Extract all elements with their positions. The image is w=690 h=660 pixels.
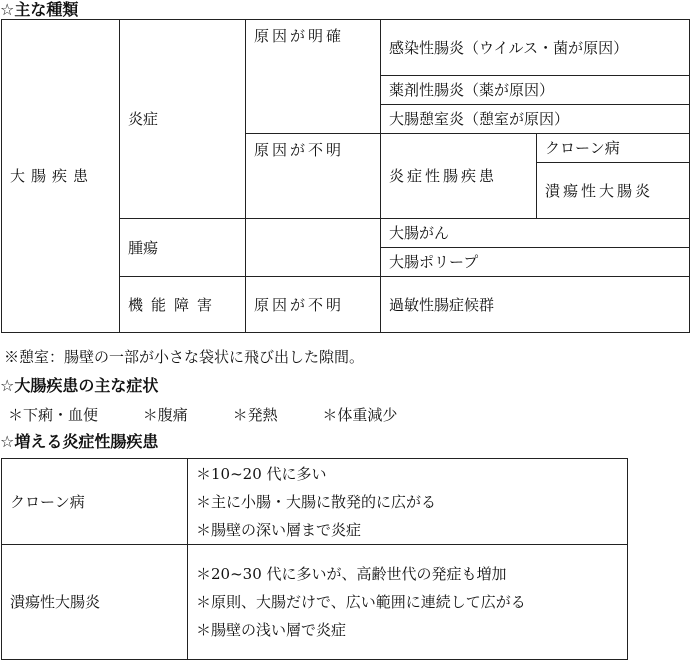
cell-tumor: 腫瘍 (120, 219, 246, 277)
ibd-point: ＊原則、大腸だけで、広い範囲に連続して広がる (196, 593, 526, 611)
cell-ibs: 過敏性腸症候群 (381, 277, 690, 333)
cell-large-intestine-disease: 大腸疾患 (2, 20, 120, 333)
symptom-item: ＊発熱 (232, 406, 278, 424)
cell-cause-clear: 原因が明確 (246, 20, 381, 134)
ibd-point: ＊主に小腸・大腸に散発的に広がる (196, 492, 437, 511)
ibd-comparison-table (1, 458, 628, 660)
symptom-item: ＊下痢・血便 (8, 406, 99, 424)
ibd-point: ＊10~20 代に多い (196, 464, 327, 483)
cell-cause-unclear: 原因が不明 (246, 134, 381, 219)
cell-colon-cancer: 大腸がん (381, 219, 690, 248)
cell-tumor-blank (246, 219, 381, 277)
cell-ulcerative-colitis: 潰瘍性大腸炎 (537, 163, 690, 219)
cell-infectious-colitis: 感染性腸炎（ウイルス・菌が原因） (381, 20, 690, 76)
ibd-name-crohn: クローン病 (2, 459, 188, 545)
cell-crohn: クローン病 (537, 134, 690, 163)
ibd-point: ＊20~30 代に多いが、高齢世代の発症も増加 (196, 565, 507, 583)
cell-inflammation: 炎症 (120, 20, 246, 219)
section-heading-types: ☆主な種類 (0, 0, 79, 19)
ibd-name-uc: 潰瘍性大腸炎 (2, 545, 188, 660)
note-diverticulum: ※憩室：腸壁の一部が小さな袋状に飛び出した隙間。 (4, 348, 365, 366)
ibd-point: ＊腸壁の深い層まで炎症 (196, 520, 362, 539)
symptom-item: ＊体重減少 (322, 406, 398, 424)
cell-ibd: 炎症性腸疾患 (381, 134, 537, 219)
symptom-list (8, 405, 437, 425)
cell-diverticulitis: 大腸憩室炎（憩室が原因） (381, 105, 690, 134)
ibd-points-uc (188, 545, 628, 660)
cell-drug-colitis: 薬剤性腸炎（薬が原因） (381, 76, 690, 105)
disease-types-table (1, 19, 690, 333)
cell-colon-polyp: 大腸ポリープ (381, 248, 690, 277)
section-heading-ibd: ☆増える炎症性腸疾患 (0, 432, 159, 451)
ibd-point: ＊腸壁の浅い層で炎症 (196, 621, 347, 639)
cell-functional-disorder: 機能障害 (120, 277, 246, 333)
section-heading-symptoms: ☆大腸疾患の主な症状 (0, 376, 159, 395)
cell-cause-unclear-2: 原因が不明 (246, 277, 381, 333)
ibd-points-crohn (188, 459, 628, 545)
symptom-item: ＊腹痛 (142, 406, 188, 424)
